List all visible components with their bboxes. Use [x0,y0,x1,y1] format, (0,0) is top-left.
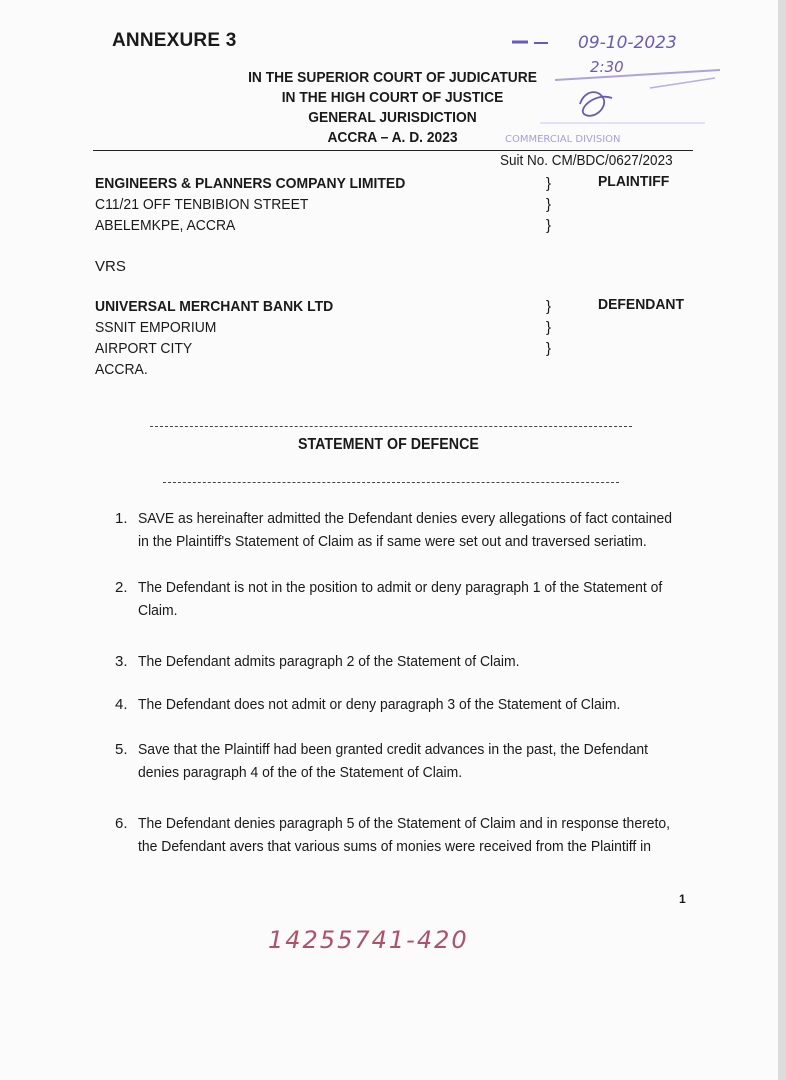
paragraph-line: the Defendant avers that various sums of monies were received from the Plaintiff in [138,838,652,855]
header-rule [93,150,693,151]
court-line: GENERAL JURISDICTION [308,109,477,126]
paragraph-line: in the Plaintiff's Statement of Claim as if same were set out and traversed seriatim. [138,533,647,550]
annexure-label: ANNEXURE 3 [112,30,237,51]
paragraph-line: The Defendant is not in the position to admit or deny paragraph 1 of the Statement of [138,579,663,596]
page-number: 1 [679,892,686,906]
title-divider-bottom [163,482,619,483]
paragraph-number: 6. [115,815,128,832]
paragraph-line: denies paragraph 4 of the of the Statement of Claim. [138,764,463,781]
paragraph-line: The Defendant admits paragraph 2 of the Statement of Claim. [138,653,520,670]
plaintiff-address-line: C11/21 OFF TENBIBION STREET [95,196,309,213]
plaintiff-brace: } } } [546,175,552,234]
handwritten-note-text: 14255741-420 [268,926,469,954]
handwritten-note [268,920,528,956]
defendant-name: UNIVERSAL MERCHANT BANK LTD [95,298,334,315]
paragraph-line: Save that the Plaintiff had been granted credit advances in the past, the Defendant [138,741,649,758]
paragraph [115,738,695,784]
paragraph-line: Claim. [138,602,178,619]
paragraph [115,812,695,858]
document-title: STATEMENT OF DEFENCE [298,436,479,453]
defendant-address-line: ACCRA. [95,361,148,378]
defendant-address-line: AIRPORT CITY [95,340,193,357]
paragraph-line: SAVE as hereinafter admitted the Defendant denies every allegations of fact contained [138,510,673,527]
paragraph-line: The Defendant denies paragraph 5 of the Statement of Claim and in response thereto, [138,815,670,832]
paragraph [115,507,695,553]
defendant-block [95,296,351,380]
paragraph [115,693,695,716]
page-edge [778,0,786,1080]
paragraph-line: The Defendant does not admit or deny paragraph 3 of the Statement of Claim. [138,696,621,713]
paragraph-number: 2. [115,579,128,596]
court-line: IN THE SUPERIOR COURT OF JUDICATURE [248,69,537,86]
plaintiff-name: ENGINEERS & PLANNERS COMPANY LIMITED [95,175,406,192]
versus-label: VRS [95,258,126,275]
paragraph-number: 1. [115,510,128,527]
paragraph [115,650,695,673]
plaintiff-role: PLAINTIFF [598,173,670,190]
court-line: ACCRA – A. D. 2023 [327,129,458,146]
title-divider-top [150,426,632,427]
paragraph-number: 3. [115,653,128,670]
stamp-division: COMMERCIAL DIVISION [505,134,621,145]
defendant-role: DEFENDANT [598,296,685,313]
defendant-address-line: SSNIT EMPORIUM [95,319,217,336]
stamp-date: 09-10-2023 [578,33,677,53]
plaintiff-block [95,173,429,236]
court-line: IN THE HIGH COURT OF JUSTICE [281,89,504,106]
plaintiff-address-line: ABELEMKPE, ACCRA [95,217,236,234]
registry-stamp [500,28,730,158]
suit-number: Suit No. CM/BDC/0627/2023 [500,152,673,169]
paragraph [115,576,695,622]
paragraph-number: 5. [115,741,128,758]
defendant-brace: } } } [546,298,552,357]
paragraph-number: 4. [115,696,128,713]
stamp-time: 2:30 [590,58,624,76]
